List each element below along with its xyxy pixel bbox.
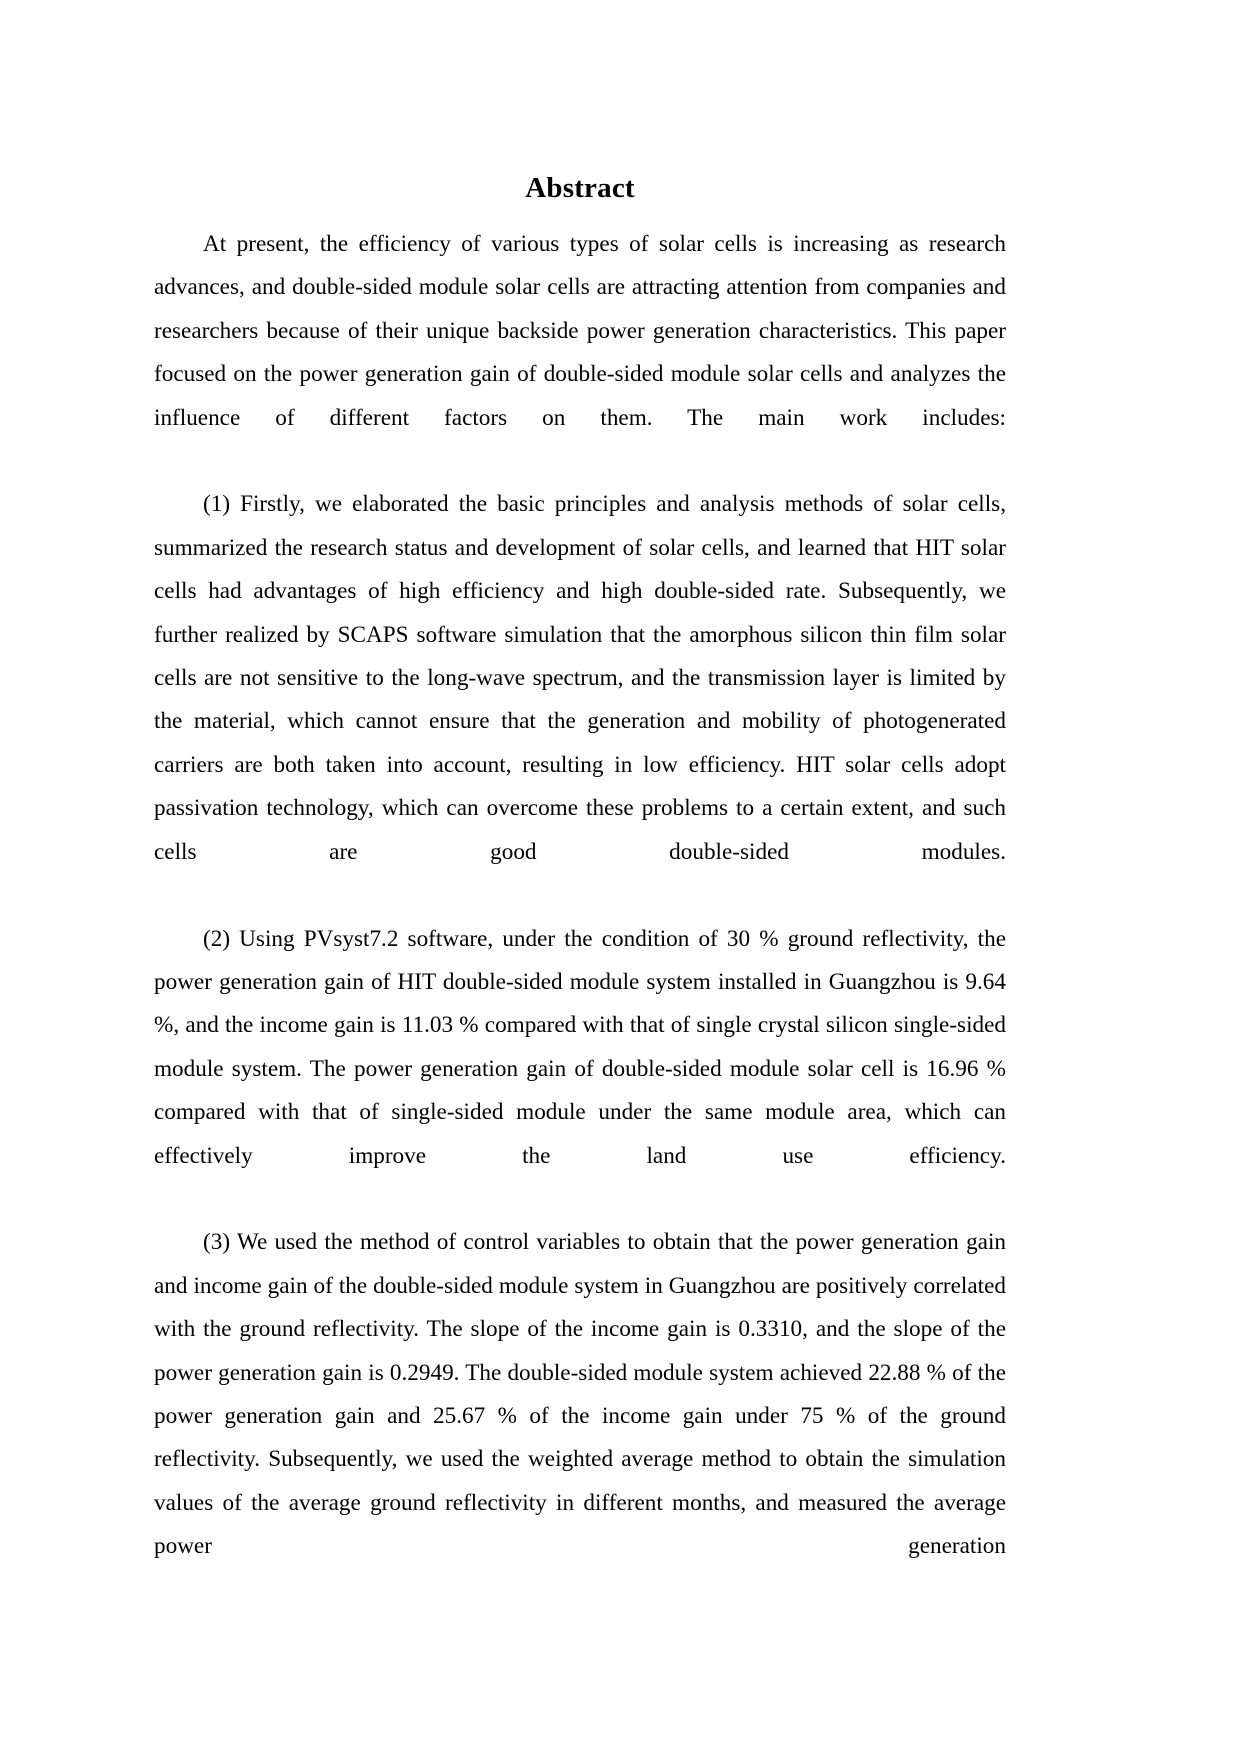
abstract-paragraph-3: (3) We used the method of control variables to obtain that the power generation gain and income gain of the double-sided module system in Guangzhou are positively correlated with the ground reflectivity. The slope of the income gain is 0.3310, and the slope of the power generation gain is 0.2949. The double-sided module system achieved 22.88 % of the power generation gain and 25.67 % of the income gain under 75 % of the ground reflectivity. Subsequently, we used the weighted average method to obtain the simulation values of the average ground reflectivity in different months, and measured the average power generation <box>154 1229 1006 1560</box>
abstract-paragraph-2: (2) Using PVsyst7.2 software, under the condition of 30 % ground reflectivity, the power generation gain of HIT double-sided module system installed in Guangzhou is 9.64 %, and the income gain is 11.03 % compared with that of single crystal silicon single-sided module system. The power generation gain of double-sided module solar cell is 16.96 % compared with that of single-sided module under the same module area, which can effectively improve the land use efficiency. <box>154 925 1006 1169</box>
abstract-paragraph-1: (1) Firstly, we elaborated the basic principles and analysis methods of solar cells, summarized the research status and development of solar cells, and learned that HIT solar cells had advantages of high efficiency and high double-sided rate. Subsequently, we further realized by SCAPS software simulation that the amorphous silicon thin film solar cells are not sensitive to the long-wave spectrum, and the transmission layer is limited by the material, which cannot ensure that the generation and mobility of photogenerated carriers are both taken into account, resulting in low efficiency. HIT solar cells adopt passivation technology, which can overcome these problems to a certain extent, and such cells are good double-sided modules. <box>154 491 1006 865</box>
page-title: Abstract <box>525 172 635 204</box>
abstract-paragraph-intro: At present, the efficiency of various types of solar cells is increasing as research advances, and double-sided module solar cells are attracting attention from companies and researchers because of their unique backside power generation characteristics. This paper focused on the power generation gain of double-sided module solar cells and analyzes the influence of different factors on them. The main work includes: <box>154 231 1006 431</box>
abstract-section <box>154 172 1006 1612</box>
